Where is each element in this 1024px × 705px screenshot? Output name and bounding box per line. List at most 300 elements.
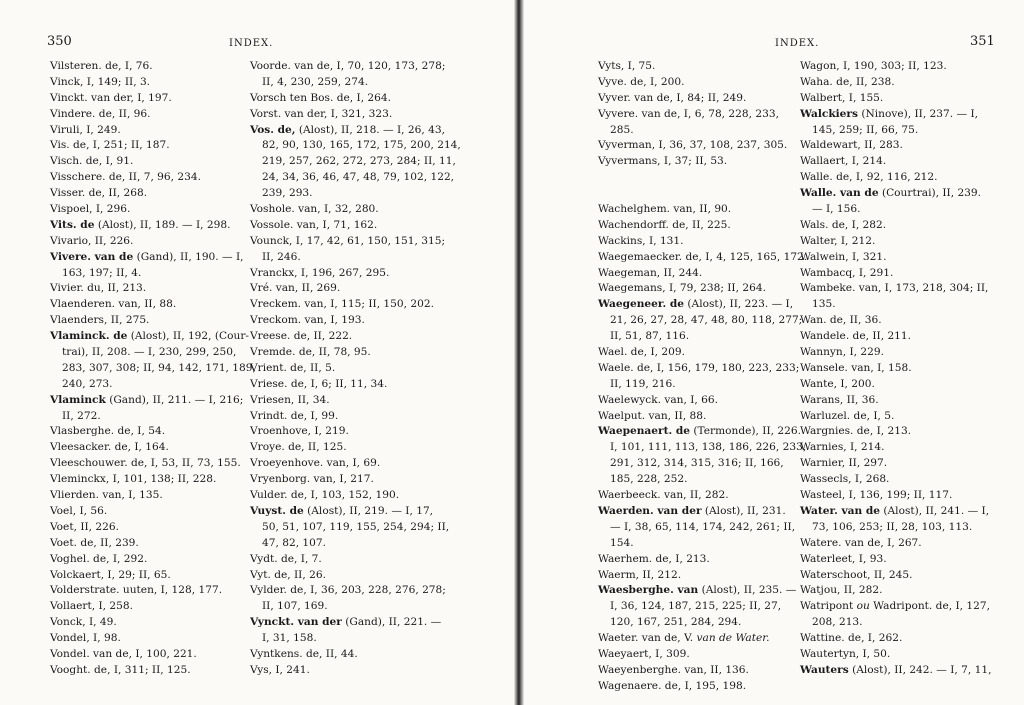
index-entry (800, 138, 991, 154)
index-entry (598, 170, 807, 186)
index-entry (598, 679, 807, 695)
entry-text: (Alost), II, 192, (Cour- (127, 330, 249, 343)
index-entry (250, 281, 461, 297)
entry-text: Vyvere. van de, I, 6, 78, 228, 233, (598, 107, 779, 120)
entry-text: — I, 38, 65, 114, 174, 242, 261; II, (610, 520, 796, 533)
entry-text: Wals. de, I, 282. (800, 218, 887, 231)
index-entry (250, 631, 461, 647)
index-entry (598, 250, 807, 266)
entry-text: (Alost), II, 242. — I, 7, 11, (848, 663, 992, 676)
index-entry (50, 520, 256, 536)
index-entry (50, 345, 256, 361)
index-entry (50, 107, 256, 123)
index-entry (800, 75, 991, 91)
index-entry (50, 250, 256, 266)
entry-text: 239, 293. (262, 187, 313, 200)
entry-text: 240, 273. (62, 377, 113, 390)
entry-text: (Alost), II, 189. — I, 298. (94, 218, 231, 231)
entry-text: Waegeman, II, 244. (598, 266, 703, 279)
index-entry (598, 488, 807, 504)
entry-text: (Ninove), II, 237. — I, (857, 107, 979, 120)
entry-text: Vyntkens. de, II, 44. (250, 647, 358, 660)
entry-text: II, 107, 169. (262, 600, 328, 613)
index-entry (50, 552, 256, 568)
entry-text: Voel, I, 56. (50, 504, 108, 517)
entry-text: (Courtrai), II, 239. (878, 187, 982, 200)
index-entry (598, 297, 807, 313)
entry-text: Viruli, I, 249. (50, 123, 121, 136)
index-entry (50, 170, 256, 186)
entry-text: Vyt. de, II, 26. (250, 568, 326, 581)
entry-text: — I, 156. (812, 203, 861, 216)
entry-text: Wael. de, I, 209. (598, 346, 685, 359)
index-column (598, 59, 807, 695)
index-entry (800, 377, 991, 393)
entry-text: Vonck, I, 49. (50, 616, 117, 629)
entry-text: 163, 197; II, 4. (62, 266, 142, 279)
index-entry (250, 583, 461, 599)
index-entry (50, 472, 256, 488)
index-entry (250, 552, 461, 568)
index-entry (598, 504, 807, 520)
index-entry (50, 568, 256, 584)
entry-name: Waepenaert. de (598, 425, 691, 438)
entry-text: Warnies, I, 214. (800, 441, 885, 454)
index-entry (800, 488, 991, 504)
entry-text: Vydt. de, I, 7. (250, 552, 322, 565)
index-entry (250, 393, 461, 409)
index-entry (50, 202, 256, 218)
entry-text: (Alost), II, 235. — (698, 584, 797, 597)
index-entry (598, 456, 807, 472)
index-entry (250, 472, 461, 488)
index-column (50, 59, 256, 679)
index-entry (598, 75, 807, 91)
index-entry (800, 234, 991, 250)
entry-text: Wansele. van, I, 158. (800, 361, 912, 374)
index-entry (800, 329, 991, 345)
entry-text: Voet, II, 226. (50, 520, 120, 533)
index-entry (598, 393, 807, 409)
entry-text: Visschere. de, II, 7, 96, 234. (50, 171, 201, 184)
entry-text: Vreckom. van, I, 193. (250, 314, 365, 327)
entry-text: Vlaenders, II, 275. (50, 314, 150, 327)
index-entry (50, 424, 256, 440)
index-entry (50, 59, 256, 75)
entry-text: Waha. de, II, 238. (800, 75, 895, 88)
entry-text: Vremde. de, II, 78, 95. (250, 346, 371, 359)
index-entry (250, 647, 461, 663)
index-entry (50, 393, 256, 409)
entry-text: Warnier, II, 297. (800, 457, 888, 470)
entry-text: Vroenhove, I, 219. (250, 425, 349, 438)
entry-text: Wautertyn, I, 50. (800, 647, 891, 660)
entry-text: Waelput. van, II, 88. (598, 409, 707, 422)
entry-text: 208, 213. (812, 616, 863, 629)
index-entry (800, 409, 991, 425)
entry-text: 21, 26, 27, 28, 47, 48, 80, 118, 277; (610, 314, 803, 327)
entry-text: Vrindt. de, I, 99. (250, 409, 339, 422)
index-entry (800, 59, 991, 75)
entry-text: Vorst. van der, I, 321, 323. (250, 107, 393, 120)
index-entry (50, 488, 256, 504)
entry-text: Wagon, I, 190, 303; II, 123. (800, 60, 947, 72)
entry-text: Vleminckx, I, 101, 138; II, 228. (50, 473, 217, 486)
index-entry (250, 186, 461, 202)
index-entry (598, 568, 807, 584)
entry-text: 185, 228, 252. (610, 473, 688, 486)
entry-text: Vyver. van de, I, 84; II, 249. (598, 91, 747, 104)
index-entry (598, 583, 807, 599)
entry-text: Waterschoot, II, 245. (800, 568, 913, 581)
index-entry (250, 345, 461, 361)
entry-text: trai), II, 208. — I, 230, 299, 250, (62, 346, 237, 359)
entry-name: Walle. van de (800, 187, 879, 200)
entry-text: (Alost), II, 241. — I, (880, 504, 990, 517)
index-entry (800, 631, 991, 647)
entry-text: Vivier. du, II, 213. (50, 282, 147, 295)
entry-text: 73, 106, 253; II, 28, 103, 113. (812, 520, 973, 533)
index-entry (50, 281, 256, 297)
entry-text: Wan. de, II, 36. (800, 314, 882, 327)
index-entry (800, 250, 991, 266)
index-entry (800, 456, 991, 472)
index-entry (598, 377, 807, 393)
index-entry (50, 75, 256, 91)
index-entry (250, 202, 461, 218)
index-entry (800, 552, 991, 568)
entry-text: Wargnies. de, I, 213. (800, 425, 912, 438)
entry-text: Vondel, I, 98. (50, 632, 121, 645)
entry-text: Voshole. van, I, 32, 280. (250, 203, 379, 216)
entry-text: Voghel. de, I, 292. (50, 552, 148, 565)
page-number: 350 (47, 34, 72, 49)
entry-text: Vranckx, I, 196, 267, 295. (250, 266, 390, 279)
entry-text: Vorsch ten Bos. de, I, 264. (250, 91, 392, 104)
index-entry (50, 234, 256, 250)
index-entry (598, 202, 807, 218)
entry-text: Vryenborg. van, I, 217. (250, 473, 374, 486)
entry-text: I, 31, 158. (262, 632, 317, 645)
entry-text: Vlaenderen. van, II, 88. (50, 298, 177, 311)
entry-text: Waldewart, II, 283. (800, 139, 903, 152)
entry-text: 47, 82, 107. (262, 536, 327, 549)
entry-text: II, 119, 216. (610, 377, 676, 390)
index-entry (598, 218, 807, 234)
index-entry (800, 281, 991, 297)
entry-text: 50, 51, 107, 119, 155, 254, 294; II, (262, 520, 450, 533)
entry-text: Watripont (800, 600, 857, 613)
index-entry (800, 361, 991, 377)
entry-text: Wattine. de, I, 262. (800, 632, 903, 645)
index-entry (800, 424, 991, 440)
entry-text: Waegemaecker. de, I, 4, 125, 165, 172. (598, 250, 808, 263)
entry-text: Vriese. de, I, 6; II, 11, 34. (250, 377, 388, 390)
index-column (800, 59, 991, 679)
entry-text: Vlasberghe. de, I, 54. (50, 425, 166, 438)
entry-text: Wante, I, 200. (800, 377, 875, 390)
index-entry (800, 91, 991, 107)
index-entry (250, 297, 461, 313)
index-entry (800, 170, 991, 186)
entry-text: Vivario, II, 226. (50, 234, 134, 247)
entry-name: Vivere. van de (50, 250, 134, 263)
index-entry (50, 218, 256, 234)
entry-text: Vylder. de, I, 36, 203, 228, 276, 278; (250, 584, 446, 597)
entry-text: Warans, II, 36. (800, 393, 879, 406)
index-entry (50, 456, 256, 472)
index-entry (598, 552, 807, 568)
index-entry (250, 266, 461, 282)
entry-text: Vondel. van de, I, 100, 221. (50, 647, 197, 660)
index-entry (598, 329, 807, 345)
entry-text: Vinckt. van der, I, 197. (50, 91, 172, 104)
entry-text: Vriesen, II, 34. (250, 393, 330, 406)
entry-text: (Gand), II, 221. — (341, 616, 442, 629)
index-entry (250, 250, 461, 266)
index-entry (250, 456, 461, 472)
entry-text: 120, 167, 251, 284, 294. (610, 616, 742, 629)
index-entry (50, 615, 256, 631)
entry-emphasis: ou (856, 600, 870, 613)
index-entry (250, 107, 461, 123)
entry-text: Wambacq, I, 291. (800, 266, 894, 279)
entry-name: Waerden. van der (598, 504, 702, 517)
index-entry (598, 424, 807, 440)
entry-text: Wadripont. de, I, 127, (869, 600, 990, 613)
index-entry (598, 615, 807, 631)
index-entry (598, 520, 807, 536)
entry-text: Vroye. de, II, 125. (250, 441, 347, 454)
entry-text: Wachelghem. van, II, 90. (598, 203, 732, 216)
index-entry (250, 59, 461, 75)
entry-text: Vleeschouwer. de, I, 53, II, 73, 155. (50, 457, 241, 470)
index-entry (50, 599, 256, 615)
index-entry (800, 599, 991, 615)
entry-text: Voorde. van de, I, 70, 120, 173, 278; (250, 60, 446, 72)
index-entry (250, 218, 461, 234)
index-entry (800, 107, 991, 123)
index-column (250, 59, 461, 679)
index-entry (50, 631, 256, 647)
entry-text: 154. (610, 536, 634, 549)
entry-text: Vollaert, I, 258. (50, 600, 133, 613)
entry-text: Waerm, II, 212. (598, 568, 682, 581)
index-entry (800, 440, 991, 456)
index-entry (50, 377, 256, 393)
entry-text: Watjou, II, 282. (800, 584, 883, 597)
index-entry (598, 361, 807, 377)
entry-text: Waele. de, I, 156, 179, 180, 223, 233; (598, 361, 800, 374)
entry-text: Waterleet, I, 93. (800, 552, 887, 565)
index-entry (800, 123, 991, 139)
index-entry (50, 91, 256, 107)
index-entry (50, 647, 256, 663)
index-entry (598, 409, 807, 425)
index-entry (800, 663, 991, 679)
index-entry (598, 472, 807, 488)
entry-text: Visch. de, I, 91. (50, 155, 134, 168)
index-entry (598, 138, 807, 154)
index-entry (250, 615, 461, 631)
index-entry (250, 313, 461, 329)
index-entry (250, 424, 461, 440)
entry-text: Vroeyenhove. van, I, 69. (250, 457, 381, 470)
entry-text: Vreese. de, II, 222. (250, 330, 353, 343)
entry-text: Walle. de, I, 92, 116, 212. (800, 171, 938, 184)
entry-text: Vyvermans, I, 37; II, 53. (598, 155, 728, 168)
entry-text: I, 101, 111, 113, 138, 186, 226, 233, (610, 441, 807, 454)
index-entry (50, 186, 256, 202)
entry-text: 283, 307, 308; II, 94, 142, 171, 189, (62, 361, 256, 374)
index-entry (800, 313, 991, 329)
entry-text: Waeyaert, I, 309. (598, 647, 690, 660)
entry-text: Vreckem. van, I, 115; II, 150, 202. (250, 298, 434, 311)
entry-text: Vinck, I, 149; II, 3. (50, 75, 151, 88)
entry-text: 291, 312, 314, 315, 316; II, 166, (610, 457, 784, 470)
entry-text: (Alost), II, 223. — I, (684, 298, 794, 311)
entry-text: Vleesacker. de, I, 164. (50, 441, 169, 454)
index-entry (250, 599, 461, 615)
index-entry (50, 154, 256, 170)
index-entry (800, 583, 991, 599)
entry-text: Waerhem. de, I, 213. (598, 552, 710, 565)
index-entry (250, 440, 461, 456)
index-entry (250, 138, 461, 154)
entry-text: Waerbeeck. van, II, 282. (598, 489, 729, 502)
entry-text: Vindere. de, II, 96. (50, 107, 151, 120)
index-entry (800, 647, 991, 663)
entry-text: 24, 34, 36, 46, 47, 48, 79, 102, 122, (262, 171, 455, 184)
index-entry (250, 123, 461, 139)
index-entry (250, 234, 461, 250)
entry-text: II, 272. (62, 409, 101, 422)
entry-text: Vulder. de, I, 103, 152, 190. (250, 489, 400, 502)
index-entry (598, 599, 807, 615)
entry-text: Wannyn, I, 229. (800, 346, 884, 359)
index-entry (598, 313, 807, 329)
entry-text: (Alost), II, 231. (701, 504, 786, 517)
entry-emphasis: van de Water. (696, 632, 770, 645)
index-entry (250, 536, 461, 552)
index-entry (598, 631, 807, 647)
entry-text: (Gand), II, 190. — I, (133, 250, 244, 263)
entry-text: Waeyenberghe. van, II, 136. (598, 663, 749, 676)
entry-name: Vits. de (50, 218, 95, 231)
entry-text: 82, 90, 130, 165, 172, 175, 200, 214, (262, 139, 461, 152)
index-entry (800, 186, 991, 202)
entry-text: Waegemans, I, 79, 238; II, 264. (598, 282, 766, 295)
index-entry (800, 536, 991, 552)
index-entry (250, 170, 461, 186)
entry-text: Vispoel, I, 296. (50, 203, 131, 216)
index-entry (50, 361, 256, 377)
entry-text: Vossole. van, I, 71, 162. (250, 218, 378, 231)
index-entry (800, 393, 991, 409)
entry-text: Vyve. de, I, 200. (598, 75, 685, 88)
entry-name: Vos. de, (250, 123, 296, 136)
entry-text: Vis. de, I, 251; II, 187. (50, 139, 170, 152)
index-entry (800, 154, 991, 170)
index-entry (50, 123, 256, 139)
index-entry (250, 329, 461, 345)
entry-text: (Alost), II, 218. — I, 26, 43, (295, 123, 445, 136)
entry-text: II, 4, 230, 259, 274. (262, 75, 369, 88)
entry-name: Wauters (800, 663, 849, 676)
index-entry (800, 266, 991, 282)
entry-text: Volckaert, I, 29; II, 65. (50, 568, 171, 581)
entry-text: (Termonde), II, 226. (690, 425, 801, 438)
entry-text: 145, 259; II, 66, 75. (812, 123, 919, 136)
entry-text: Vrient. de, II, 5. (250, 361, 336, 374)
index-entry (50, 440, 256, 456)
index-entry (50, 297, 256, 313)
index-entry (800, 472, 991, 488)
index-entry (50, 329, 256, 345)
index-entry (250, 504, 461, 520)
index-entry (800, 615, 991, 631)
index-entry (250, 663, 461, 679)
entry-text: (Gand), II, 211. — I, 216; (105, 393, 244, 406)
index-entry (598, 536, 807, 552)
index-entry (598, 234, 807, 250)
index-entry (598, 59, 807, 75)
index-entry (598, 345, 807, 361)
entry-text: Vilsteren. de, I, 76. (50, 60, 153, 72)
index-entry (598, 154, 807, 170)
index-entry (50, 266, 256, 282)
entry-text: Wambeke. van, I, 173, 218, 304; II, (800, 282, 989, 295)
index-entry (50, 536, 256, 552)
page-number: 351 (970, 34, 995, 49)
entry-text: Volderstrate. uuten, I, 128, 177. (50, 584, 223, 597)
entry-name: Vynckt. van der (250, 616, 342, 629)
entry-name: Walckiers (800, 107, 858, 120)
entry-text: 135. (812, 298, 836, 311)
entry-text: Voet. de, II, 239. (50, 536, 139, 549)
index-entry (598, 107, 807, 123)
page-header: INDEX. (775, 38, 820, 49)
index-entry (800, 345, 991, 361)
entry-name: Vlaminck (50, 393, 106, 406)
index-entry (598, 663, 807, 679)
index-entry (800, 202, 991, 218)
entry-text: Vooght. de, I, 311; II, 125. (50, 663, 191, 676)
index-entry (250, 488, 461, 504)
entry-text: II, 246. (262, 250, 301, 263)
entry-text: Wachendorff. de, II, 225. (598, 218, 731, 231)
page-header: INDEX. (229, 38, 274, 49)
entry-text: Wallaert, I, 214. (800, 155, 887, 168)
right-page (522, 0, 1024, 705)
entry-text: Vyverman, I, 36, 37, 108, 237, 305. (598, 139, 788, 152)
entry-text: Watere. van de, I, 267. (800, 536, 922, 549)
index-entry (598, 266, 807, 282)
entry-text: (Alost), II, 219. — I, 17, (303, 504, 434, 517)
entry-text: Walwein, I, 321. (800, 250, 887, 263)
index-entry (598, 186, 807, 202)
entry-name: Waesberghe. van (598, 584, 699, 597)
entry-name: Water. van de (800, 504, 881, 517)
index-entry (250, 409, 461, 425)
entry-text: Wandele. de, II, 211. (800, 330, 912, 343)
index-entry (800, 504, 991, 520)
index-entry (250, 361, 461, 377)
entry-text: II, 51, 87, 116. (610, 330, 690, 343)
index-entry (50, 409, 256, 425)
entry-text: Waeter. van de, V. (598, 632, 697, 645)
entry-name: Vuyst. de (250, 504, 304, 517)
